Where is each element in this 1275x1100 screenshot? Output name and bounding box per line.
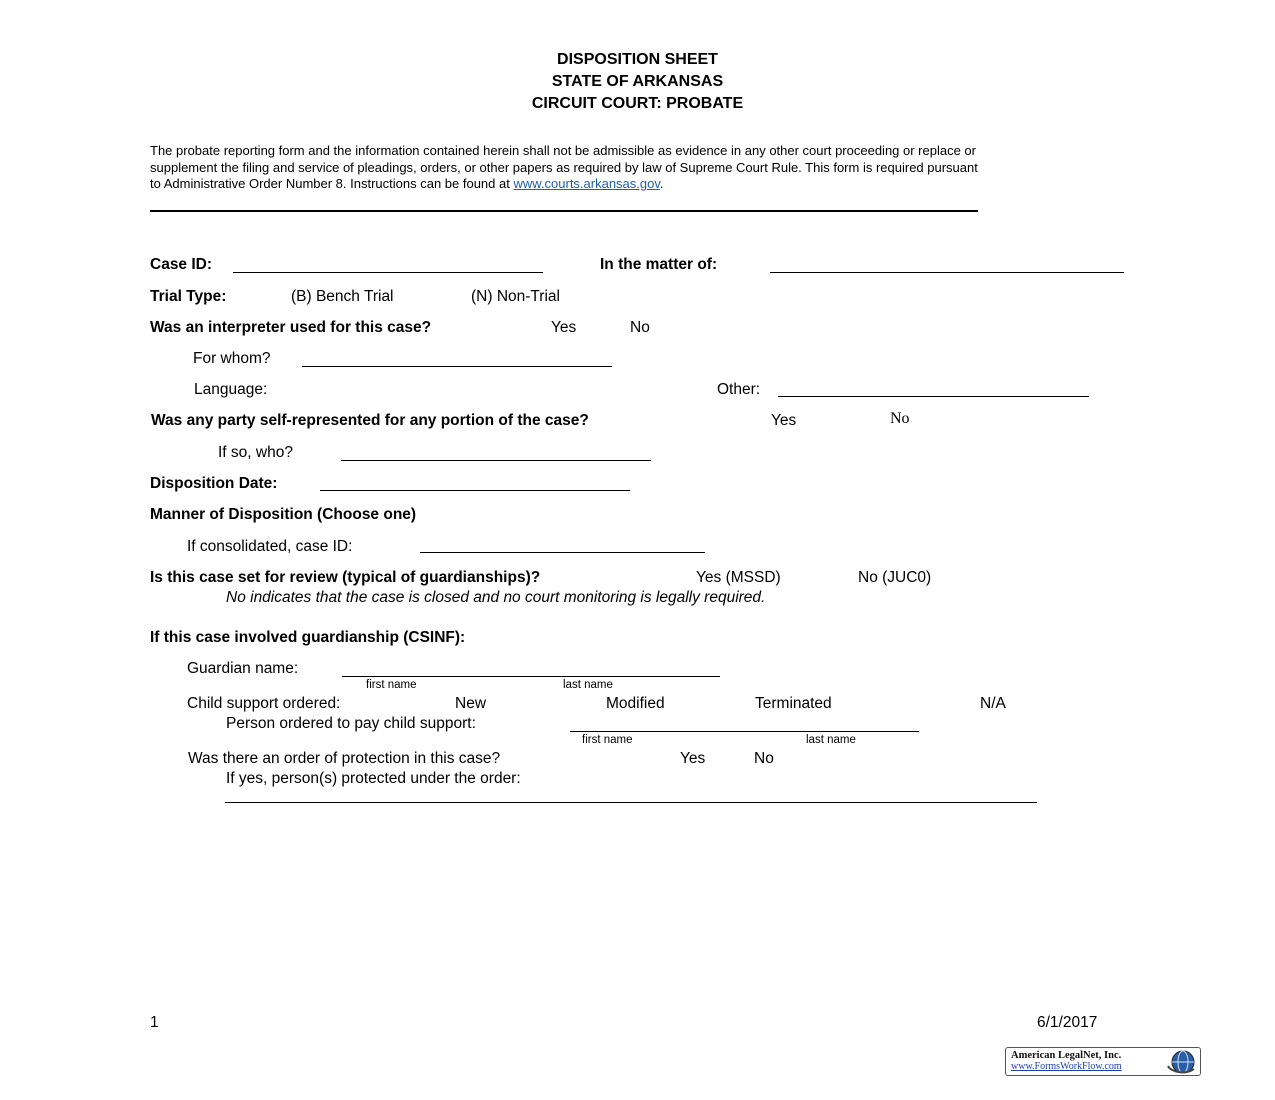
self-represented-question: Was any party self-represented for any portion of the case?	[151, 412, 589, 429]
manner-of-disposition-label: Manner of Disposition (Choose one)	[150, 506, 417, 523]
title-disposition-sheet: DISPOSITION SHEET	[557, 51, 718, 68]
guardian-last-name-caption: last name	[563, 679, 613, 691]
notice-end: .	[659, 176, 664, 191]
consolidated-case-id-field[interactable]	[420, 552, 705, 553]
child-support-label: Child support ordered:	[187, 695, 341, 712]
guardianship-heading: If this case involved guardianship (CSINF):	[150, 629, 466, 646]
person-ordered-label: Person ordered to pay child support:	[226, 715, 476, 732]
if-so-who-label: If so, who?	[218, 444, 293, 461]
person-first-name-caption: first name	[582, 734, 633, 746]
for-whom-label: For whom?	[193, 350, 271, 367]
protection-yes-option[interactable]: Yes	[680, 750, 706, 767]
disposition-date-field[interactable]	[320, 490, 630, 491]
if-so-who-field[interactable]	[341, 460, 651, 461]
review-no-option[interactable]: No (JUC0)	[858, 569, 932, 586]
protection-question: Was there an order of protection in this case?	[188, 750, 501, 767]
person-ordered-field[interactable]	[570, 731, 919, 732]
self-rep-yes-option[interactable]: Yes	[771, 412, 797, 429]
globe-icon	[1164, 1049, 1198, 1075]
notice-divider	[150, 210, 978, 212]
person-last-name-caption: last name	[806, 734, 856, 746]
courts-link[interactable]: www.courts.arkansas.gov	[513, 176, 660, 191]
matter-of-field[interactable]	[770, 272, 1124, 273]
notice-paragraph	[150, 143, 980, 193]
title-court: CIRCUIT COURT: PROBATE	[531, 95, 744, 112]
title-state: STATE OF ARKANSAS	[551, 73, 724, 90]
protected-persons-label: If yes, person(s) protected under the order:	[226, 770, 521, 787]
guardian-first-name-caption: first name	[366, 679, 417, 691]
child-support-new-option[interactable]: New	[455, 695, 487, 712]
case-id-label: Case ID:	[150, 256, 213, 273]
consolidated-label: If consolidated, case ID:	[187, 538, 353, 555]
guardian-name-label: Guardian name:	[187, 660, 299, 677]
child-support-na-option[interactable]: N/A	[980, 695, 1006, 712]
bench-trial-option[interactable]: (B) Bench Trial	[291, 288, 394, 305]
other-language-field[interactable]	[778, 396, 1089, 397]
non-trial-option[interactable]: (N) Non-Trial	[471, 288, 560, 305]
review-note: No indicates that the case is closed and no court monitoring is legally required.	[226, 589, 766, 606]
language-label: Language:	[194, 381, 268, 398]
case-id-field[interactable]	[233, 272, 543, 273]
interpreter-question: Was an interpreter used for this case?	[150, 319, 432, 336]
logo-url[interactable]: www.FormsWorkFlow.com	[1011, 1061, 1122, 1072]
interpreter-no-option[interactable]: No	[630, 319, 650, 336]
child-support-modified-option[interactable]: Modified	[606, 695, 665, 712]
guardian-name-field[interactable]	[342, 676, 720, 677]
protection-no-option[interactable]: No	[754, 750, 774, 767]
disposition-date-label: Disposition Date:	[150, 475, 278, 492]
for-whom-field[interactable]	[302, 366, 612, 367]
matter-of-label: In the matter of:	[600, 256, 718, 273]
logo-company-name: American LegalNet, Inc.	[1011, 1050, 1122, 1061]
other-label: Other:	[717, 381, 761, 398]
interpreter-yes-option[interactable]: Yes	[551, 319, 577, 336]
trial-type-label: Trial Type:	[150, 288, 227, 305]
review-yes-option[interactable]: Yes (MSSD)	[696, 569, 781, 586]
child-support-terminated-option[interactable]: Terminated	[755, 695, 832, 712]
form-date: 6/1/2017	[1037, 1014, 1098, 1031]
american-legalnet-logo[interactable]	[1005, 1047, 1201, 1076]
protected-persons-field[interactable]	[225, 802, 1037, 803]
self-rep-no-option[interactable]: No	[890, 410, 910, 427]
notice-text: The probate reporting form and the information contained herein shall not be admissible as evidence in any other court proceeding or replace or supplement the filing and service of pleadings, orders, or other papers as required by law of Supreme Court Rule. This form is required pursuant to Administrative Order Number 8. Instructions can be found at	[150, 143, 978, 191]
review-question: Is this case set for review (typical of guardianships)?	[150, 569, 541, 586]
page-number: 1	[150, 1014, 159, 1031]
